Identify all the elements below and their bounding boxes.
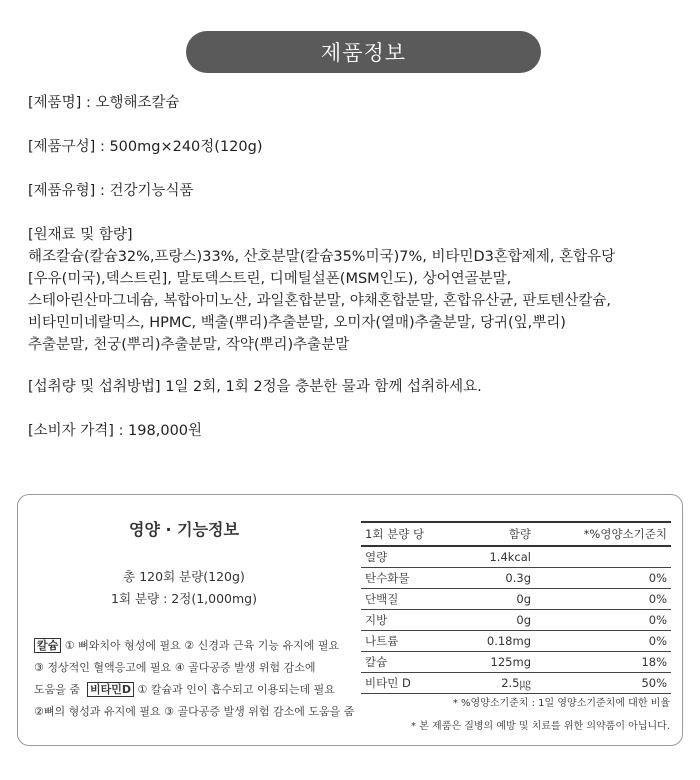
- nutrient-name: 나트륨: [361, 631, 458, 652]
- column-header: 1회 분량 당: [361, 522, 458, 546]
- nutrient-percent: 0%: [539, 631, 671, 652]
- table-row: [361, 546, 671, 568]
- ingredients-line: 추출분말, 천궁(뿌리)추출분말, 작약(뿌리)추출분말: [28, 337, 350, 353]
- vitamin-d-claim-text: ① 칼슘과 인이 흡수되고 이용되는데 필요: [134, 683, 335, 696]
- vitamin-d-tag: 비타민D: [87, 682, 134, 697]
- nutrient-amount: 0g: [458, 610, 539, 631]
- column-header: 함량: [458, 522, 539, 546]
- nutrient-percent: 50%: [539, 673, 671, 694]
- ingredients-block: [28, 224, 688, 356]
- table-row: [361, 652, 671, 673]
- nutrient-percent: 0%: [539, 568, 671, 589]
- column-header: *%영양소기준치: [539, 522, 671, 546]
- nutrient-amount: 0g: [458, 589, 539, 610]
- table-row: [361, 631, 671, 652]
- section-title-badge: [186, 31, 541, 73]
- table-row: [361, 568, 671, 589]
- ingredients-heading: [원재료 및 함량]: [28, 227, 133, 243]
- nutrient-percent: [539, 546, 671, 568]
- product-info: [28, 92, 688, 464]
- nutrition-title: 영양 · 기능정보: [129, 520, 239, 539]
- product-type: [제품유형] : 건강기능식품: [28, 183, 194, 199]
- nutrient-amount: 0.18mg: [458, 631, 539, 652]
- nutrient-name: 열량: [361, 546, 458, 568]
- table-row: [361, 673, 671, 694]
- calcium-claim-line: [34, 679, 354, 701]
- calcium-claim-text: 도움을 줌: [34, 683, 81, 696]
- ingredients-line: 해조칼슘(칼슘32%,프랑스)33%, 산호분말(칼슘35%미국)7%, 비타민D3혼합제제, 혼합유당: [28, 249, 616, 265]
- daily-value-note: * %영양소기준치 : 1일 영양소기준치에 대한 비율: [452, 698, 670, 709]
- ingredients-line: 스테아린산마그네슘, 복합아미노산, 과일혼합분말, 야채혼합분말, 혼합유산균, 판토텐산칼슘,: [28, 293, 611, 309]
- calcium-claim-line: [34, 635, 354, 657]
- table-row: [361, 589, 671, 610]
- calcium-claim-line: ③ 정상적인 혈액응고에 필요 ④ 골다공증 발생 위험 감소에: [34, 661, 316, 674]
- nutrient-amount: 1.4kcal: [458, 546, 539, 568]
- nutrient-amount: 0.3g: [458, 568, 539, 589]
- nutrition-table: [361, 521, 671, 694]
- calcium-claim-text: ① 뼈와치아 형성에 필요 ② 신경과 근육 기능 유지에 필요: [61, 639, 340, 652]
- nutrient-amount: 125mg: [458, 652, 539, 673]
- nutrient-name: 단백질: [361, 589, 458, 610]
- nutrient-amount: 2.5㎍: [458, 673, 539, 694]
- product-name: [제품명] : 오행해조칼슘: [28, 95, 180, 111]
- serving-size: 1회 분량 : 2정(1,000mg): [111, 591, 257, 606]
- table-row: [361, 610, 671, 631]
- nutrient-percent: 0%: [539, 610, 671, 631]
- disclaimer-note: * 본 제품은 질병의 예방 및 치료를 위한 의약품이 아닙니다.: [411, 721, 670, 732]
- ingredients-line: [우유(미국),덱스트린], 말토덱스트린, 디메틸설폰(MSM인도), 상어연골분말,: [28, 271, 512, 287]
- consumer-price: [소비자 가격] : 198,000원: [28, 423, 203, 439]
- table-header-row: [361, 522, 671, 546]
- servings-total: 총 120회 분량(120g): [123, 569, 245, 584]
- nutrient-name: 비타민 D: [361, 673, 458, 694]
- nutrient-name: 탄수화물: [361, 568, 458, 589]
- nutrient-percent: 0%: [539, 589, 671, 610]
- section-title: 제품정보: [320, 41, 407, 65]
- vitamin-d-claim-line: ②뼈의 형성과 유지에 필요 ③ 골다공증 발생 위험 감소에 도움을 줌: [34, 705, 355, 718]
- function-claims: [34, 635, 354, 723]
- intake-method: [섭취량 및 섭취방법] 1일 2회, 1회 2정을 충분한 물과 함께 섭취하세요.: [28, 379, 482, 395]
- nutrient-name: 지방: [361, 610, 458, 631]
- nutrient-percent: 18%: [539, 652, 671, 673]
- ingredients-line: 비타민미네랄믹스, HPMC, 백출(뿌리)추출분말, 오미자(열매)추출분말, 당귀(잎,뿌리): [28, 315, 566, 331]
- calcium-tag: 칼슘: [34, 638, 61, 653]
- nutrition-panel: [17, 494, 683, 746]
- nutrient-name: 칼슘: [361, 652, 458, 673]
- product-composition: [제품구성] : 500mg×240정(120g): [28, 139, 263, 155]
